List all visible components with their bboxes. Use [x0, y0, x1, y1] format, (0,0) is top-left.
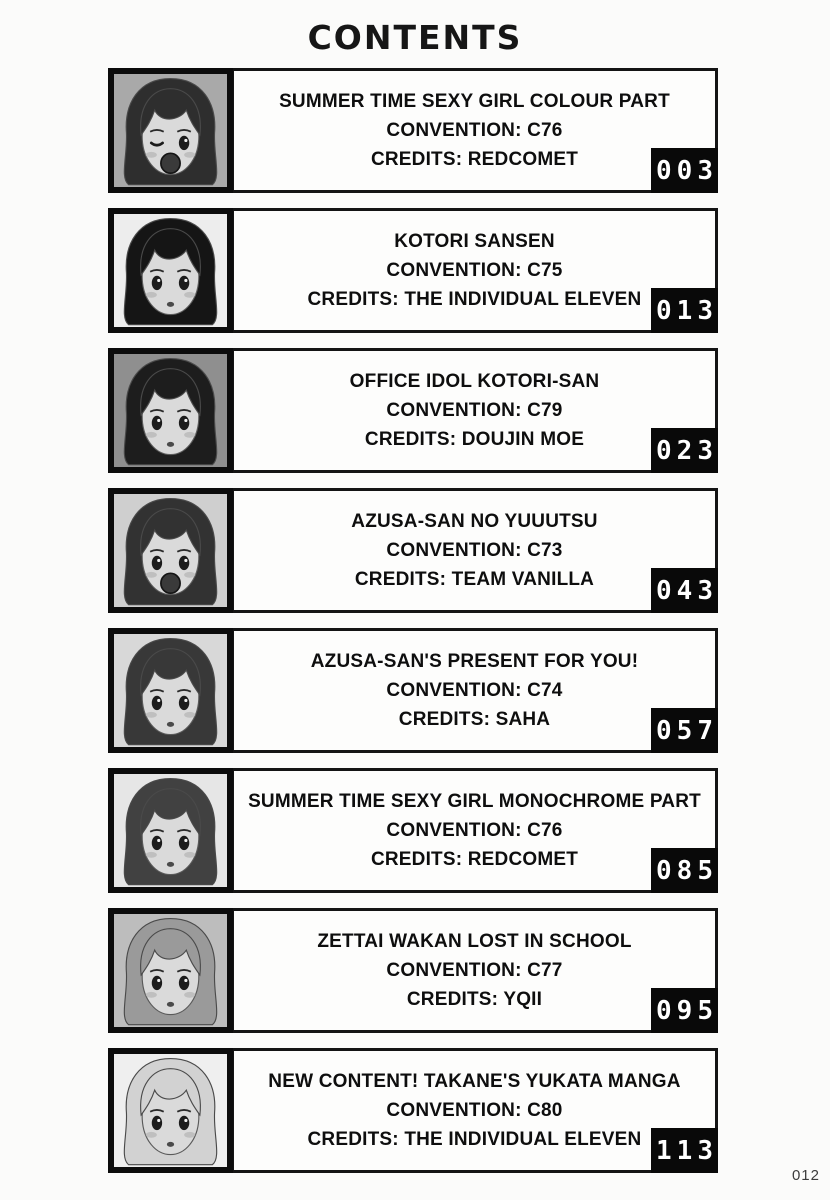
eye-right-open: [179, 136, 189, 150]
toc-entry: [108, 208, 718, 333]
entry-panel: [231, 348, 718, 473]
entry-credits: CREDITS: THE INDIVIDUAL ELEVEN: [307, 1129, 642, 1150]
entry-credits: CREDITS: REDCOMET: [370, 149, 579, 170]
eye-left-open: [152, 976, 162, 990]
toc-entry: [108, 68, 718, 193]
entry-credits: CREDITS: TEAM VANILLA: [354, 569, 595, 590]
mouth-small: [167, 722, 174, 727]
toc-entry: [108, 1048, 718, 1173]
entry-title: SUMMER TIME SEXY GIRL MONOCHROME PART: [248, 791, 701, 812]
mouth-small: [167, 1142, 174, 1147]
entry-title: SUMMER TIME SEXY GIRL COLOUR PART: [279, 91, 670, 112]
mouth-open: [161, 573, 180, 593]
entry-title: ZETTAI WAKAN LOST IN SCHOOL: [317, 931, 632, 952]
eye-right-open: [179, 696, 189, 710]
page-title: CONTENTS: [307, 18, 523, 57]
entry-panel: [231, 1048, 718, 1173]
eye-left-open: [152, 1116, 162, 1130]
mouth-open: [161, 153, 180, 173]
eye-left-open: [152, 696, 162, 710]
thumbnail-frame: [108, 348, 233, 473]
entry-credits: CREDITS: DOUJIN MOE: [364, 429, 585, 450]
entry-convention: CONVENTION: C73: [386, 540, 563, 561]
mouth-small: [167, 302, 174, 307]
eye-right-open: [179, 276, 189, 290]
thumbnail-frame: [108, 208, 233, 333]
thumbnail-frame: [108, 768, 233, 893]
toc-entry: [108, 628, 718, 753]
toc-entry: [108, 908, 718, 1033]
toc-entry-list: [108, 68, 718, 1188]
eye-right-open: [179, 556, 189, 570]
portrait-thumbnail-icon: [114, 914, 227, 1027]
eye-left-open: [152, 416, 162, 430]
toc-entry: [108, 488, 718, 613]
thumbnail-frame: [108, 908, 233, 1033]
entry-title: NEW CONTENT! TAKANE'S YUKATA MANGA: [268, 1071, 681, 1092]
eye-right-open: [179, 976, 189, 990]
mouth-small: [167, 1002, 174, 1007]
entry-credits: CREDITS: SAHA: [398, 709, 551, 730]
entry-panel: [231, 488, 718, 613]
entry-page-number: 043: [651, 568, 718, 613]
portrait-thumbnail-icon: [114, 774, 227, 887]
entry-title: AZUSA-SAN NO YUUUTSU: [351, 511, 598, 532]
entry-convention: CONVENTION: C80: [386, 1100, 563, 1121]
entry-convention: CONVENTION: C76: [386, 820, 563, 841]
entry-page-number: 023: [651, 428, 718, 473]
thumbnail-frame: [108, 68, 233, 193]
thumbnail-frame: [108, 628, 233, 753]
entry-convention: CONVENTION: C74: [386, 680, 563, 701]
entry-panel: [231, 68, 718, 193]
entry-convention: CONVENTION: C76: [386, 120, 563, 141]
entry-title: OFFICE IDOL KOTORI-SAN: [349, 371, 600, 392]
entry-page-number: 085: [651, 848, 718, 893]
entry-convention: CONVENTION: C77: [386, 960, 563, 981]
portrait-thumbnail-icon: [114, 214, 227, 327]
entry-page-number: 113: [651, 1128, 718, 1173]
entry-panel: [231, 908, 718, 1033]
entry-page-number: 003: [651, 148, 718, 193]
mouth-small: [167, 862, 174, 867]
footer-page-number: 012: [791, 1167, 820, 1184]
eye-right-open: [179, 836, 189, 850]
entry-page-number: 057: [651, 708, 718, 753]
eye-left-open: [152, 836, 162, 850]
portrait-thumbnail-icon: [114, 494, 227, 607]
entry-title: AZUSA-SAN'S PRESENT FOR YOU!: [310, 651, 639, 672]
portrait-thumbnail-icon: [114, 634, 227, 747]
eye-left-open: [152, 276, 162, 290]
toc-entry: [108, 348, 718, 473]
entry-credits: CREDITS: THE INDIVIDUAL ELEVEN: [307, 289, 642, 310]
entry-convention: CONVENTION: C75: [386, 260, 563, 281]
entry-panel: [231, 628, 718, 753]
entry-title: KOTORI SANSEN: [394, 231, 555, 252]
thumbnail-frame: [108, 488, 233, 613]
thumbnail-frame: [108, 1048, 233, 1173]
portrait-thumbnail-icon: [114, 354, 227, 467]
portrait-thumbnail-icon: [114, 74, 227, 187]
entry-panel: [231, 208, 718, 333]
entry-convention: CONVENTION: C79: [386, 400, 563, 421]
eye-right-open: [179, 1116, 189, 1130]
eye-right-open: [179, 416, 189, 430]
portrait-thumbnail-icon: [114, 1054, 227, 1167]
entry-page-number: 013: [651, 288, 718, 333]
toc-entry: [108, 768, 718, 893]
entry-credits: CREDITS: YQII: [406, 989, 543, 1010]
entry-panel: [231, 768, 718, 893]
eye-left-open: [152, 556, 162, 570]
entry-page-number: 095: [651, 988, 718, 1033]
mouth-small: [167, 442, 174, 447]
entry-credits: CREDITS: REDCOMET: [370, 849, 579, 870]
